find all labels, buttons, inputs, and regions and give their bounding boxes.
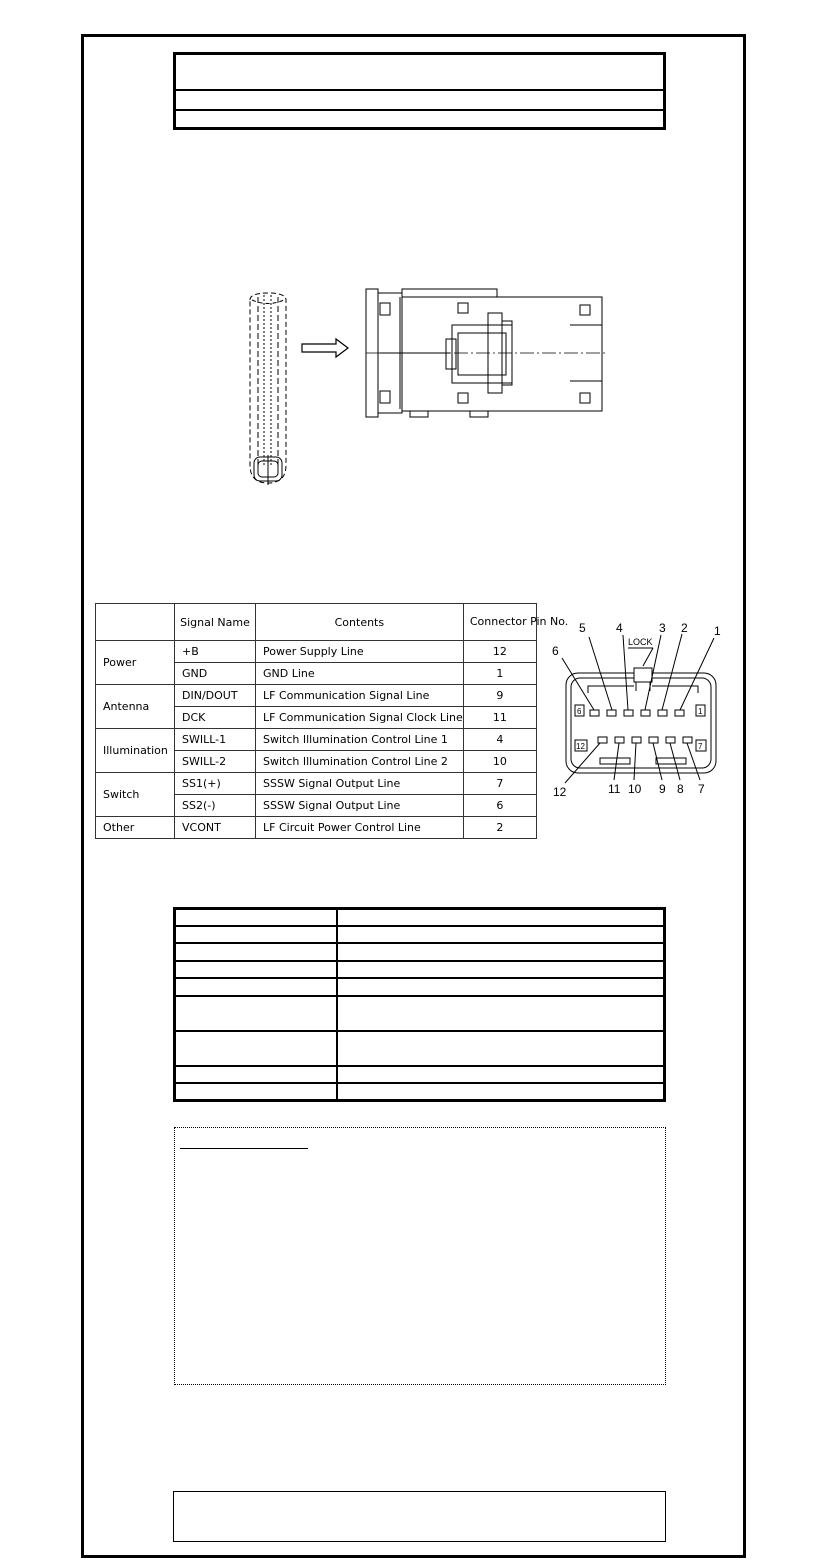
- pin-callout-6: 6: [552, 644, 559, 658]
- pin-callout-1: 1: [714, 624, 721, 638]
- signal-cell: DIN/DOUT: [175, 685, 256, 707]
- header-group: [96, 604, 175, 641]
- signal-cell: DCK: [175, 707, 256, 729]
- pin-callout-10: 10: [628, 782, 642, 796]
- group-cell: Switch: [96, 773, 175, 817]
- pin-cell: 6: [463, 795, 536, 817]
- inner-label-6: 6: [577, 707, 582, 716]
- pin-callout-3: 3: [659, 621, 666, 635]
- pin-callout-5: 5: [579, 621, 586, 635]
- signal-cell: GND: [175, 663, 256, 685]
- header-connector-pin-no: Connector Pin No.: [463, 604, 536, 641]
- pin-cell: 12: [463, 641, 536, 663]
- table-row: [175, 978, 665, 995]
- pin-cell: 10: [463, 751, 536, 773]
- table-row: [175, 996, 665, 1031]
- contents-cell: LF Communication Signal Line: [256, 685, 464, 707]
- table-row: [96, 773, 537, 795]
- pin-cell: 4: [463, 729, 536, 751]
- contents-cell: LF Circuit Power Control Line: [256, 817, 464, 839]
- inner-label-7: 7: [698, 742, 703, 751]
- table-row: [175, 1083, 665, 1100]
- table-row: [175, 909, 665, 926]
- pin-callout-2: 2: [681, 621, 688, 635]
- pin-callout-9: 9: [659, 782, 666, 796]
- contents-cell: GND Line: [256, 663, 464, 685]
- table-row: [96, 729, 537, 751]
- signal-cell: SWILL-2: [175, 751, 256, 773]
- contents-cell: Switch Illumination Control Line 1: [256, 729, 464, 751]
- pin-callout-4: 4: [616, 621, 623, 635]
- notes-heading-underline: [180, 1148, 308, 1149]
- pin-cell: 7: [463, 773, 536, 795]
- connector-pinout-diagram: [548, 618, 728, 800]
- switch-connector-drawing: [240, 285, 610, 490]
- pin-callout-7: 7: [698, 782, 705, 796]
- header-signal-name: Signal Name: [175, 604, 256, 641]
- pin-cell: 11: [463, 707, 536, 729]
- contents-cell: SSSW Signal Output Line: [256, 773, 464, 795]
- table-row: [175, 1066, 665, 1083]
- pin-callout-8: 8: [677, 782, 684, 796]
- pin-table-header-row: [96, 604, 537, 641]
- table-row: [96, 641, 537, 663]
- pin-cell: 1: [463, 663, 536, 685]
- signal-cell: SWILL-1: [175, 729, 256, 751]
- table-row: [175, 961, 665, 978]
- group-cell: Antenna: [96, 685, 175, 729]
- connector-pin-table: [95, 603, 569, 839]
- contents-cell: LF Communication Signal Clock Line: [256, 707, 464, 729]
- signal-cell: SS1(+): [175, 773, 256, 795]
- table-row: [96, 817, 537, 839]
- signal-cell: SS2(-): [175, 795, 256, 817]
- contents-cell: SSSW Signal Output Line: [256, 795, 464, 817]
- group-cell: Other: [96, 817, 175, 839]
- title-block: [173, 52, 666, 130]
- pin-callout-11: 11: [608, 782, 621, 796]
- table-row: [175, 1031, 665, 1066]
- contents-cell: Switch Illumination Control Line 2: [256, 751, 464, 773]
- pin-callout-12: 12: [553, 785, 567, 799]
- footer-box: [173, 1491, 666, 1542]
- inner-label-1: 1: [698, 707, 703, 716]
- contents-cell: Power Supply Line: [256, 641, 464, 663]
- signal-cell: VCONT: [175, 817, 256, 839]
- pin-cell: 9: [463, 685, 536, 707]
- signal-cell: +B: [175, 641, 256, 663]
- group-cell: Power: [96, 641, 175, 685]
- table-row: [175, 926, 665, 943]
- pin-cell: 2: [463, 817, 536, 839]
- lock-label: LOCK: [628, 637, 653, 647]
- table-row: [96, 685, 537, 707]
- inner-label-12: 12: [576, 742, 585, 751]
- table-row: [175, 943, 665, 960]
- notes-box: [174, 1127, 666, 1385]
- header-contents: Contents: [256, 604, 464, 641]
- group-cell: Illumination: [96, 729, 175, 773]
- specification-table: [173, 907, 666, 1102]
